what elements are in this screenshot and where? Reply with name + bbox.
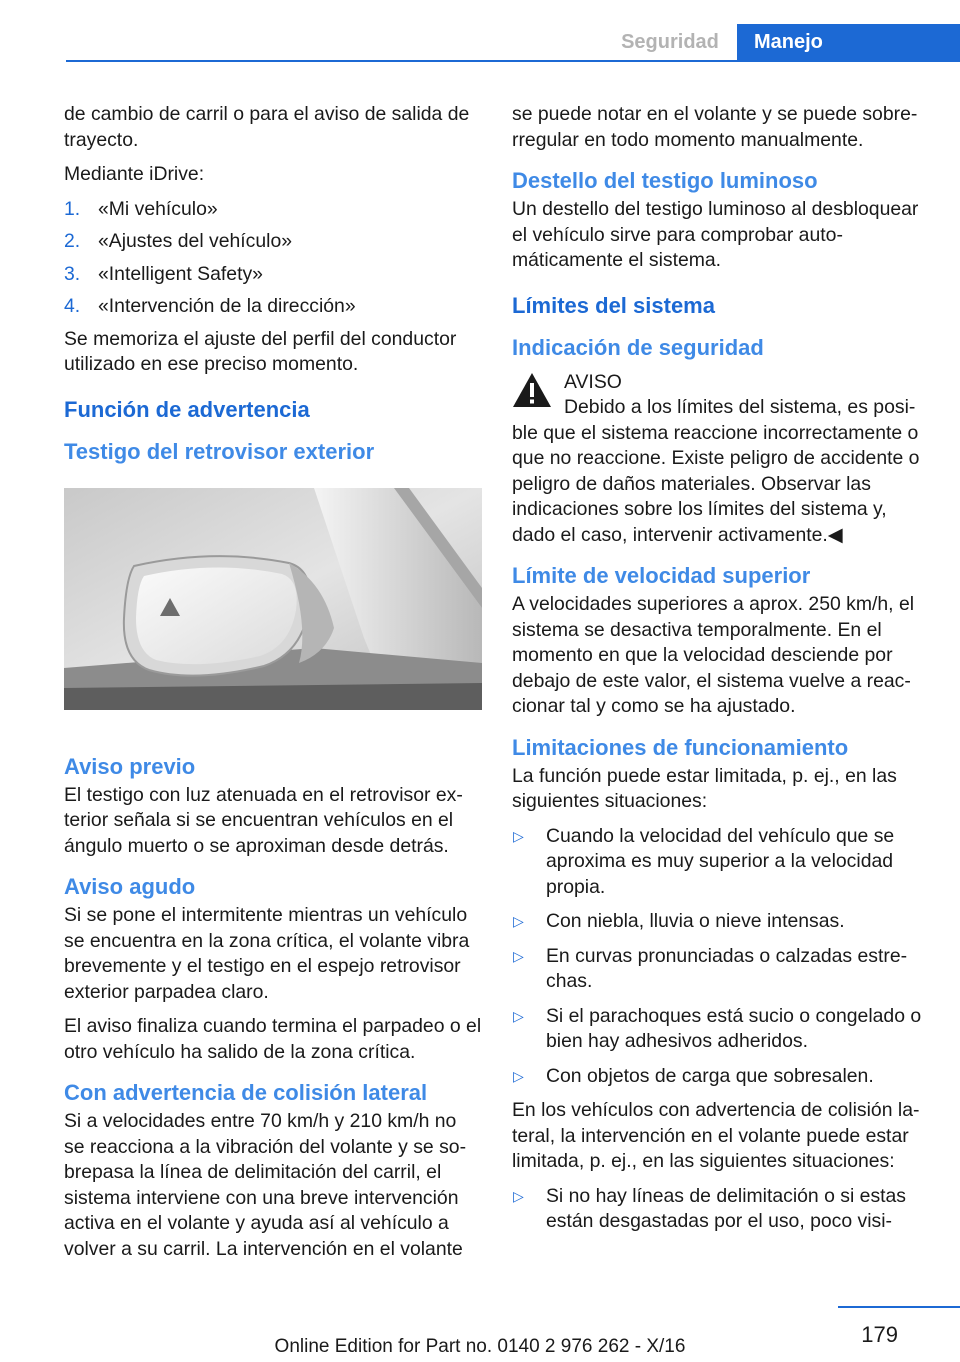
idrive-steps	[64, 197, 482, 320]
page-number: 179	[861, 1322, 898, 1347]
paragraph: En los vehículos con advertencia de colisión lateral, la intervención en el volante puede estar limitada, p. ej., en las siguientes situaciones:	[512, 1099, 920, 1172]
subsection-heading: Límite de velocidad superior	[512, 563, 811, 588]
warning-title: AVISO	[564, 370, 622, 393]
list-item	[64, 262, 482, 288]
warning-text: ble que el sistema reaccione incorrectamente o que no reaccione. Existe peligro de accidente o peligro de daños materiales. Observar las indicaciones sobre los límites del sistema y, dado el caso, intervenir activamente.◀	[512, 421, 920, 546]
subsection-heading: Aviso agudo	[64, 874, 196, 899]
bullet-icon: ▷	[513, 913, 524, 929]
footer-rule	[838, 1306, 960, 1308]
paragraph: El testigo con luz atenuada en el retrovisor exterior señala si se encuentran vehículos en el ángulo muerto o se aproximan desde detrás.	[64, 783, 463, 857]
bullet-icon: ▷	[513, 1187, 524, 1204]
paragraph: El aviso finaliza cuando termina el parpadeo o el otro vehículo ha salido de la zona crítica.	[64, 1015, 482, 1063]
list-item	[512, 944, 932, 995]
collision-limitations-list	[512, 1184, 932, 1235]
subsection-heading: Destello del testigo luminoso	[512, 168, 818, 193]
list-item	[512, 824, 932, 901]
bullet-icon: ▷	[513, 947, 524, 964]
tab-seguridad[interactable]: Seguridad	[604, 24, 736, 61]
paragraph: La función puede estar limitada, p. ej., en las siguientes situaciones:	[512, 764, 897, 812]
paragraph: Mediante iDrive:	[64, 163, 205, 185]
warning-icon	[512, 372, 552, 408]
subsection-heading: Indicación de seguridad	[512, 334, 764, 360]
section-heading: Límites del sistema	[512, 292, 715, 318]
subsection-heading: Testigo del retrovisor exterior	[64, 438, 375, 464]
step-text: «Ajustes del vehículo»	[98, 230, 293, 252]
paragraph: Se memoriza el ajuste del perfil del conductor utilizado en ese preciso momento.	[64, 327, 457, 375]
bullet-text: Con objetos de carga que sobresalen.	[546, 1064, 874, 1087]
step-text: «Mi vehículo»	[98, 197, 218, 220]
bullet-icon: ▷	[513, 1067, 524, 1084]
list-item	[512, 1184, 932, 1235]
step-number: 1.	[64, 197, 81, 220]
bullet-text: En curvas pronunciadas o calzadas estrechas.	[546, 944, 908, 992]
subsection-heading: Con advertencia de colisión lateral	[64, 1080, 428, 1105]
warning-block	[512, 370, 932, 549]
limitations-list	[512, 824, 932, 1090]
subsection-heading: Limitaciones de funcionamiento	[512, 734, 849, 760]
paragraph: se puede notar en el volante y se puede sobrerregular en todo momento manualmente.	[512, 103, 918, 151]
step-number: 4.	[64, 295, 81, 317]
step-number: 2.	[64, 230, 81, 252]
list-item	[512, 1064, 932, 1090]
bullet-text: Si el parachoques está sucio o congelado o bien hay adhesivos adheridos.	[546, 1004, 922, 1052]
mirror-illustration	[64, 488, 482, 710]
paragraph: Si a velocidades entre 70 km/h y 210 km/h no se reacciona a la vibración del volante y se sobrepasa la línea de delimitación del carril, el sistema interviene con una breve intervención activa en el volante y ayuda así al vehículo a volver a su carril. La intervención en el volante	[64, 1110, 467, 1260]
bullet-icon: ▷	[513, 1007, 524, 1024]
warning-text: Debido a los límites del sistema, es posi-	[564, 396, 916, 418]
bullet-text: Si no hay líneas de delimitación o si estas están desgastadas por el uso, poco visi-	[546, 1184, 907, 1232]
paragraph: Si se pone el intermitente mientras un vehículo se encuentra en la zona crítica, el volante vibra brevemente y el testigo en el espejo retrovisor exterior parpadea claro.	[64, 904, 470, 1003]
step-text: «Intervención de la dirección»	[98, 295, 356, 317]
list-item	[512, 1004, 932, 1055]
bullet-text: Con niebla, lluvia o nieve intensas.	[546, 910, 845, 932]
bullet-text: Cuando la velocidad del vehículo que se aproxima es muy superior a la velocidad propia.	[546, 824, 895, 898]
list-item	[64, 294, 482, 320]
left-column	[64, 102, 482, 1271]
paragraph: de cambio de carril o para el aviso de salida de trayecto.	[64, 103, 470, 151]
subsection-heading: Aviso previo	[64, 753, 196, 779]
list-item	[64, 197, 482, 223]
paragraph: Un destello del testigo luminoso al desbloquear el vehículo sirve para comprobar automáticamente el sistema.	[512, 198, 919, 271]
paragraph: A velocidades superiores a aprox. 250 km/h, el sistema se desactiva temporalmente. En el momento en que la velocidad desciende por debajo de este valor, el sistema vuelve a reaccionar tal y como se ha ajustado.	[512, 593, 915, 717]
right-column	[512, 102, 932, 1244]
step-number: 3.	[64, 262, 81, 285]
tab-manejo[interactable]: Manejo	[737, 24, 960, 61]
step-text: «Intelligent Safety»	[98, 262, 263, 285]
header-rule	[66, 60, 960, 62]
list-item	[512, 909, 932, 935]
bullet-icon: ▷	[513, 827, 524, 844]
list-item	[64, 229, 482, 255]
edition-footer: Online Edition for Part no. 0140 2 976 262 - X/16	[274, 1336, 686, 1357]
section-heading: Función de advertencia	[64, 396, 310, 422]
